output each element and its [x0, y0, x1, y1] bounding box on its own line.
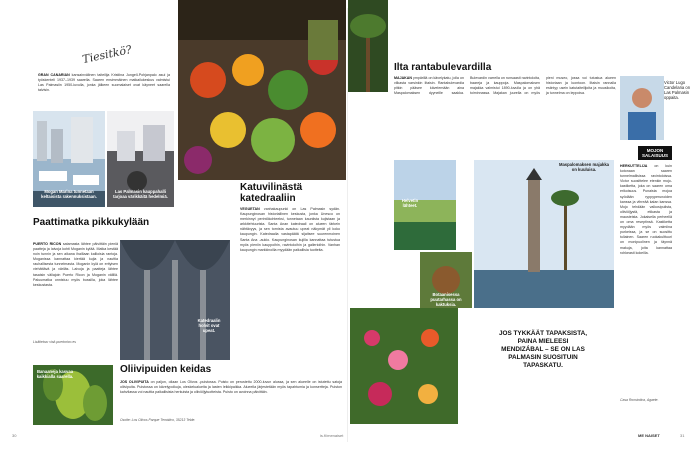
cathedral-photo [120, 240, 230, 360]
harbor-photo [33, 111, 105, 207]
harbor-caption: Mogan Marina tunnetaan keltaisista rakennuksistaan. [41, 189, 97, 199]
harbor-title: Paattimatka pikkukylään [33, 217, 150, 228]
bananas-photo [33, 365, 113, 425]
harbor-text: PUERTO RICON satamasta lähtee päivittäin pieniä paatteja ja laivoja kohti Moganin kylää. Matka kestää noin tunnin ja sen aikana ihaillaan kallioisia rantoja. Moganissa kannattaa kiertää kujia ja nauttia rauhallisesta tunnelmasta. Moganin kylä on erityisen viehättävä ja väriläs. Laivoja ja paatteja lähtee tasaisin väliajoin Puerto Ricon ja Moganin välillä. Paluumatka onnistuu myös bussilla, joka lähtee keskustasta. [33, 242, 118, 287]
guide-caption: Victor Lugo Candelaria on Las Palmasin oppaita. [664, 80, 691, 100]
intro-text: GRAN CANARIAN kansainvälinen taiteilija Kristiina Jungell-Pohjanpalo asui ja työskenteli 1937–1939 saarella. Saaren ensimmäinen matkailukeskus valmistui Las Palmasiin 1950-luvulla, jonka jälkeen suomalaiset ovat käyneet saarella talvisin. [38, 73, 170, 92]
pull-quote: JOS TYKKÄÄT TAPAKSISTA, PAINA MIELEESI MENDIZÁBAL – SE ON LAS PALMASIN SUOSITUIN TAPASKATU. [498, 330, 588, 369]
bananas-caption: Banaaneja kasvaa kaikkialla saarella. [36, 369, 74, 379]
beachwalk-title: Ilta rantabulevardilla [394, 62, 492, 73]
las-palmas-caption: Las Palmasin kauppahalli tarjoaa värikkäitä hedelmiä. [113, 189, 168, 199]
beach-photo [394, 160, 456, 250]
olive-title: Oliivipuiden keidas [120, 364, 212, 375]
garden-caption: Botaanisessa puutarhassa on kaktuksia. [430, 292, 462, 307]
footer-right-page-number: 31 [680, 433, 685, 438]
beachwalk-text: MAJAKAN ympärillä on kävelykatu, jolla on vilkasta varsinkin iltaisin. Rantabulevardia pitkin pääsee kävelemään aina Maspalomaksen dyyneille saakka. Bulevardin varrella on runsaasti ravintoloita, baareja ja kauppoja. Maspalomaksen majakka valmistui 1890-luvulla ja on yhä toiminnassa. Majakan juurella on myös pieni museo, jossa voi tutustua alueen historiaan ja luontoon. Iltaisin rannalla esiintyy usein katutaiteilijoita ja muusikoita, ja tunnelma on leppoisa. [394, 76, 616, 96]
market-photo [178, 0, 346, 180]
lighthouse-photo [474, 160, 614, 308]
flowers-photo [350, 308, 458, 424]
olive-text: JOS OLIVIPUITA on paljon, ollaan Los Olivos -puistossa. Puisto on perustettu 2000-luvun alussa, ja sen alueelle on istutettu satoja oliivipuita. Puistossa on kävelypolkuja, oleskelualueita ja lasten leikkipaikka. Alueella järjestetään myös tapahtumia ja konsertteja. Puiston kahvilassa voi nauttia paikallisista herkuista ja oliiviöljytuotteista. Puisto on avoinna päivittäin. [120, 380, 342, 395]
market-title: Katuvilinästä katedraaliin [240, 182, 303, 204]
footer-left-page-number: 30 [12, 433, 17, 438]
harbor-credit: Lisätietoa: visit-puertorico.es [33, 340, 76, 344]
guide-text: HERKUTTELIJA on kuin kotonaan saaren tunnelmallisissa ravintoloissa. Victor suosittelee etenkin mojo-kastiketta, joka on saaren oma erikoisuus. Punaista mojoa syödään ryppyperunoiden kanssa ja vihreää kalan kanssa. Mojo tehdään valkosipulista, oliiviöljystä, etikasta ja mausteista. Jokaisella perheellä on oma reseptinsä. Kastiketta myydään myös valmiina purkeissa, ja se on suosittu tuliainen. Saaren ruokakulttuuri on monipuolinen ja täynnä makuja, joita kannattaa rohkeasti kokeilla. [620, 164, 672, 255]
las-palmas-photo [107, 111, 174, 207]
guide-credit: Casa Romántica, Agaete. [620, 398, 659, 402]
cathedral-caption: Katedraalin holvit ovat upeat. [197, 318, 221, 333]
footer-center-url: is.fi/menaiset [320, 433, 344, 438]
beach-caption: Helvetin lähteet. [401, 198, 419, 208]
footer-magazine-name: ME NAISET [638, 433, 660, 438]
garden-photo [420, 252, 472, 308]
market-text: VEGUETAN vanhakaupunki on Las Palmasin sydän. Kaupunginosan historiallinen keskusta, jonka Unesco on merkinnyt perintökohteeksi, tunnetaan kauniista kujistaan ja arkkitehtuurista. Santa Anan katedraali on alueen tärkein nähtävyys, ja sen tornista avautuu upeat näkymät yli koko kaupungin. Katedraalia vastapäätä sijaitsee suurenmoinen Santa Ana -aukio. Kaupunginosan kujilla kannattaa tutustua myös pieniin kauppoihin, ravintoloihin ja gallerioihin. Vanhan kaupungin markkinoilla myydään paikallisia tuotteita. [240, 207, 340, 252]
lighthouse-caption: Maspalomaksen majakka on kuuluisa. [558, 162, 610, 172]
olive-credit: Osoite: Los Olivos Parque Temático, 35213 Telde. [120, 418, 196, 422]
palm-photo [348, 0, 388, 92]
guide-photo [620, 76, 664, 140]
guide-badge: MOJON SALAISUUS [638, 146, 672, 160]
intro-script: Tiesitkö? [81, 42, 133, 67]
